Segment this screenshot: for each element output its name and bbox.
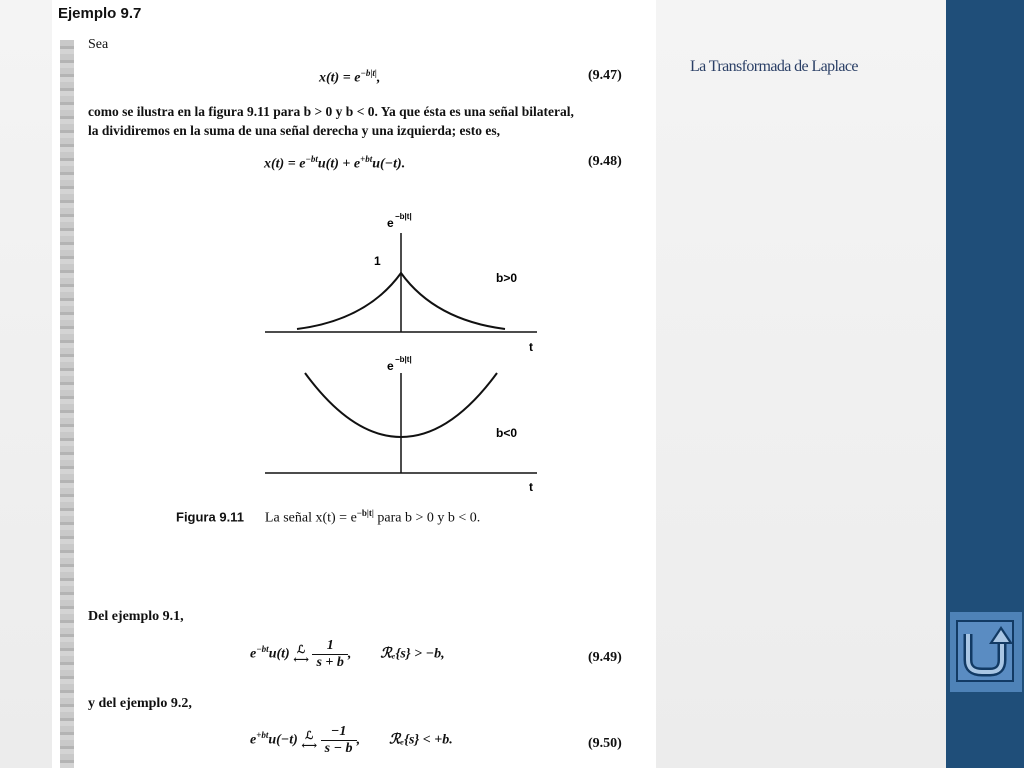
equation-9-49	[250, 638, 445, 671]
eq4-fraction	[321, 724, 357, 757]
equation-number-9-48: (9.48)	[588, 154, 622, 169]
eq4-u: u(−t)	[268, 732, 298, 748]
eq3-denominator: s + b	[316, 655, 344, 670]
y-del-ejemplo-9-2: y del ejemplo 9.2,	[88, 696, 192, 711]
bottom-t-label: t	[529, 480, 533, 494]
eq1-tail: ,	[376, 70, 381, 86]
eq2-part-c: u(−t).	[372, 156, 406, 172]
equation-number-9-50: (9.50)	[588, 736, 622, 751]
eq2-exp2: +bt	[360, 154, 373, 164]
eq4-arrow-label: ℒ	[305, 729, 314, 742]
example-heading: Ejemplo 9.7	[58, 5, 142, 22]
b-positive-label: b>0	[496, 271, 518, 285]
figure-caption	[176, 508, 480, 527]
return-arrow-icon	[958, 622, 1012, 680]
eq1-exponent: −b|t|	[360, 68, 377, 78]
eq3-base: e	[250, 646, 257, 662]
equation-9-47	[319, 68, 380, 87]
laplace-arrow-icon: ℒ ⟷	[301, 729, 318, 752]
sea-text: Sea	[88, 37, 109, 52]
eq3-exponent: −bt	[256, 644, 269, 655]
eq3-comma: ,	[347, 646, 352, 662]
eq3-fraction	[312, 638, 347, 671]
caption-text-a: La señal x(t) = e	[264, 510, 357, 526]
eq1-lhs: x(t) = e	[319, 70, 361, 86]
return-button-frame	[956, 620, 1014, 682]
top-label-base: e	[387, 216, 394, 230]
eq3-u: u(t)	[268, 646, 290, 662]
eq4-roc: ℛₑ{s} < +b.	[389, 732, 453, 748]
equation-number-9-47: (9.47)	[588, 68, 622, 83]
eq2-exp1: −bt	[305, 154, 318, 164]
top-label-exp: −b|t|	[395, 212, 412, 221]
equation-number-9-49: (9.49)	[588, 650, 622, 665]
laplace-arrow-icon: ℒ ⟷	[293, 643, 309, 666]
caption-label: Figura 9.11	[176, 509, 244, 525]
value-one-label: 1	[374, 254, 381, 268]
paragraph-line-2: la dividiremos en la suma de una señal derecha y una izquierda; esto es,	[88, 123, 501, 138]
eq2-part-b: u(t) + e	[317, 156, 361, 172]
figure-9-11	[257, 205, 557, 505]
scanned-document	[52, 0, 656, 768]
eq4-numerator: −1	[321, 724, 357, 741]
eq3-numerator: 1	[312, 638, 347, 655]
eq4-exponent: +bt	[256, 730, 269, 741]
caption-exponent: −b|t|	[356, 508, 374, 518]
b-negative-label: b<0	[496, 426, 518, 440]
slide-title: La Transformada de Laplace	[690, 58, 858, 75]
return-button[interactable]	[950, 612, 1022, 692]
eq4-comma: ,	[356, 732, 361, 748]
bottom-label-exp: −b|t|	[395, 355, 412, 364]
eq4-base: e	[250, 732, 257, 748]
eq3-roc: ℛₑ{s} > −b,	[380, 646, 445, 662]
caption-text-b: para b > 0 y b < 0.	[377, 510, 481, 526]
del-ejemplo-9-1: Del ejemplo 9.1,	[88, 609, 184, 624]
eq2-part-a: x(t) = e	[264, 156, 306, 172]
bottom-label-base: e	[387, 359, 394, 373]
eq4-denominator: s − b	[324, 741, 353, 756]
top-t-label: t	[529, 340, 533, 354]
equation-9-48	[264, 154, 405, 173]
paragraph-line-1: como se ilustra en la figura 9.11 para b > 0 y b < 0. Ya que ésta es una señal bilateral,	[88, 104, 574, 119]
eq3-arrow-label: ℒ	[297, 643, 306, 656]
scan-edge	[60, 40, 74, 768]
equation-9-50	[250, 724, 453, 757]
